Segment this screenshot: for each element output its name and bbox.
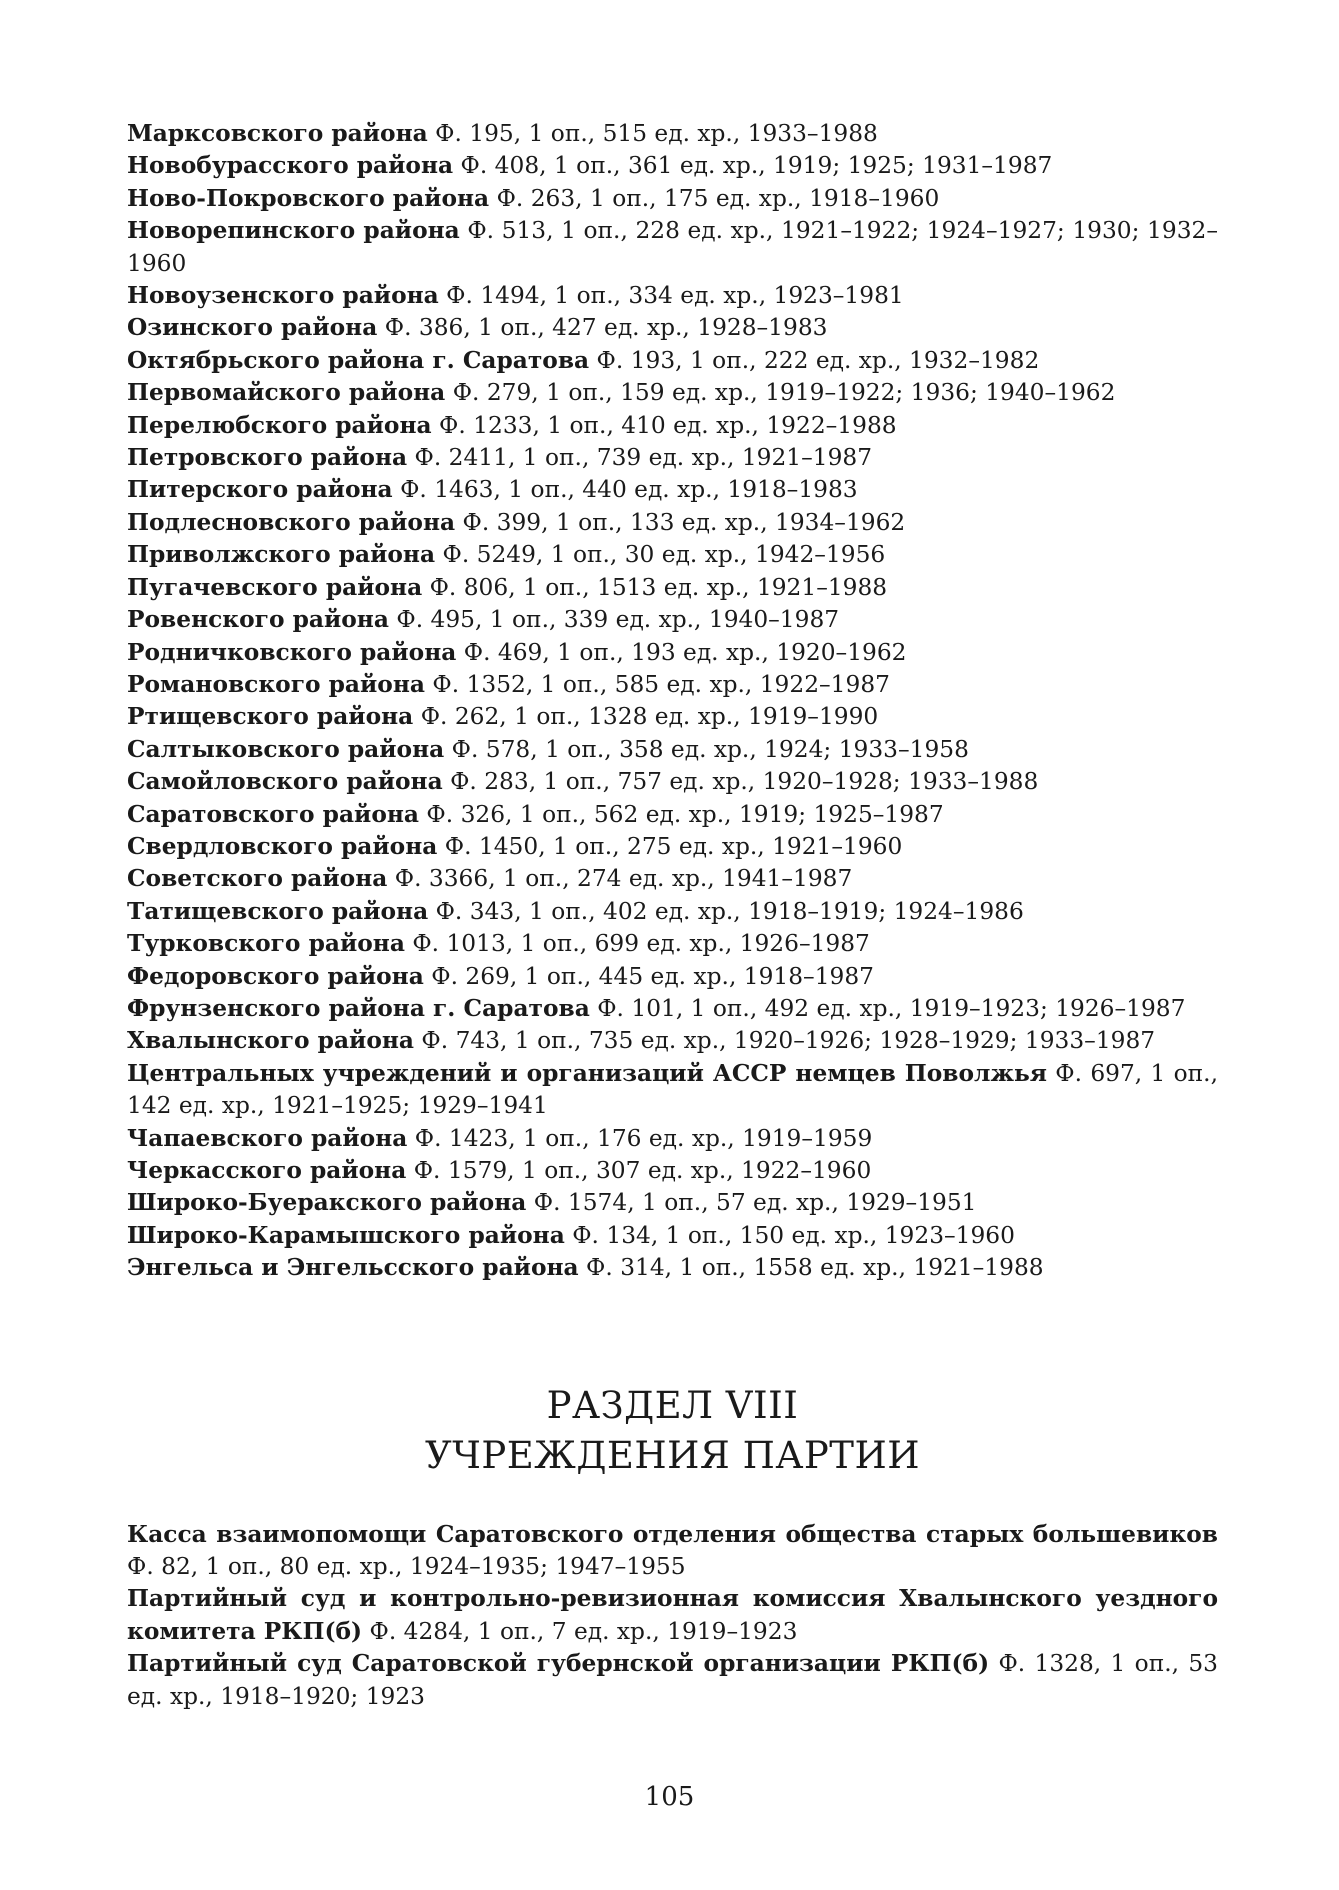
entry-name: Романовского района <box>127 670 425 698</box>
entry-name: Чапаевского района <box>127 1124 408 1152</box>
document-page <box>127 118 1218 1713</box>
entry-name: Татищевского района <box>127 897 429 925</box>
list-item <box>127 442 1218 474</box>
list-item <box>127 1220 1218 1252</box>
entry-name: Партийный суд и контрольно-ревизионная комиссия Хвалынского уездного комитета РКП(б) <box>127 1585 1218 1645</box>
entry-details: Ф. 279, 1 оп., 159 ед. хр., 1919–1922; 1936; 1940–1962 <box>452 379 1116 407</box>
entry-name: Перелюбского района <box>127 411 432 439</box>
list-item <box>127 993 1218 1025</box>
section-label: РАЗДЕЛ VIII <box>546 1383 799 1427</box>
entry-name: Питерского района <box>127 476 393 504</box>
list-item <box>127 312 1218 344</box>
entry-details: Ф. 1463, 1 оп., 440 ед. хр., 1918–1983 <box>400 476 858 504</box>
entry-name: Широко-Буеракского района <box>127 1189 527 1217</box>
list-item <box>127 1519 1218 1584</box>
entry-name: Советского района <box>127 865 388 893</box>
entry-name: Первомайского района <box>127 379 446 407</box>
entry-details: Ф. 469, 1 оп., 193 ед. хр., 1920–1962 <box>463 638 907 666</box>
list-item <box>127 118 1218 150</box>
entry-name: Фрунзенского района г. Саратова <box>127 994 590 1022</box>
entry-name: Черкасского района <box>127 1157 407 1184</box>
list-item <box>127 1648 1218 1713</box>
entry-details: Ф. 1233, 1 оп., 410 ед. хр., 1922–1988 <box>439 411 897 439</box>
entry-details: Ф. 1352, 1 оп., 585 ед. хр., 1922–1987 <box>432 670 890 698</box>
entry-details: Ф. 3366, 1 оп., 274 ед. хр., 1941–1987 <box>394 865 853 893</box>
entry-name: Ново-Покровского района <box>127 184 490 212</box>
list-item <box>127 280 1218 312</box>
entry-name: Марксовского района <box>127 120 428 147</box>
entry-name: Центральных учреждений и организаций АССР немцев Поволжья <box>127 1059 1047 1087</box>
entry-details: Ф. 195, 1 оп., 515 ед. хр., 1933–1988 <box>435 120 878 147</box>
entry-name: Касса взаимопомощи Саратовского отделения общества старых большевиков <box>127 1520 1218 1548</box>
entry-name: Саратовского района <box>127 800 420 828</box>
entry-name: Хвалынского района <box>127 1027 415 1055</box>
list-item <box>127 345 1218 377</box>
entry-details: Ф. 283, 1 оп., 757 ед. хр., 1920–1928; 1933–1988 <box>450 768 1039 796</box>
entry-details: Ф. 263, 1 оп., 175 ед. хр., 1918–1960 <box>496 184 940 212</box>
entry-name: Салтыковского района <box>127 735 445 763</box>
entry-name: Энгельса и Энгельсского района <box>127 1254 579 1282</box>
entry-details: Ф. 513, 1 оп., 228 ед. хр., 1921–1922; 1924–1927; 1930; 1932–1960 <box>127 217 1218 277</box>
list-item <box>127 507 1218 539</box>
entry-name: Подлесновского района <box>127 508 456 536</box>
entry-details: Ф. 408, 1 оп., 361 ед. хр., 1919; 1925; 1931–1987 <box>460 152 1053 180</box>
list-item <box>127 410 1218 442</box>
entry-details: Ф. 578, 1 оп., 358 ед. хр., 1924; 1933–1958 <box>451 735 969 763</box>
entry-details: Ф. 495, 1 оп., 339 ед. хр., 1940–1987 <box>396 606 840 634</box>
entry-name: Приволжского района <box>127 541 436 569</box>
list-item <box>127 377 1218 409</box>
list-item <box>127 183 1218 215</box>
list-item <box>127 1252 1218 1284</box>
entry-name: Партийный суд Саратовской губернской организации РКП(б) <box>127 1650 990 1678</box>
list-item <box>127 572 1218 604</box>
entry-details: Ф. 1013, 1 оп., 699 ед. хр., 1926–1987 <box>412 930 870 958</box>
list-item <box>127 1123 1218 1155</box>
entry-details: Ф. 1494, 1 оп., 334 ед. хр., 1923–1981 <box>446 282 904 310</box>
page-number: 105 <box>644 1782 695 1812</box>
entry-name: Широко-Карамышского района <box>127 1221 565 1249</box>
entry-details: Ф. 4284, 1 оп., 7 ед. хр., 1919–1923 <box>369 1617 798 1645</box>
entry-name: Новорепинского района <box>127 217 460 245</box>
entry-name: Петровского района <box>127 444 408 472</box>
list-item <box>127 1025 1218 1057</box>
entry-details: Ф. 343, 1 оп., 402 ед. хр., 1918–1919; 1924–1986 <box>435 897 1024 925</box>
list-item <box>127 799 1218 831</box>
entry-details: Ф. 1579, 1 оп., 307 ед. хр., 1922–1960 <box>413 1157 872 1184</box>
entry-name: Ровенского района <box>127 606 389 634</box>
entry-details: Ф. 82, 1 оп., 80 ед. хр., 1924–1935; 1947–1955 <box>127 1553 686 1581</box>
entry-details: Ф. 1450, 1 оп., 275 ед. хр., 1921–1960 <box>444 832 903 860</box>
entry-details: Ф. 5249, 1 оп., 30 ед. хр., 1942–1956 <box>442 541 886 569</box>
list-item <box>127 1155 1218 1187</box>
entry-details: Ф. 134, 1 оп., 150 ед. хр., 1923–1960 <box>572 1221 1015 1249</box>
list-item <box>127 766 1218 798</box>
section-entries-list <box>127 1519 1218 1713</box>
entry-name: Федоровского района <box>127 962 424 990</box>
list-item <box>127 215 1218 280</box>
entry-details: Ф. 262, 1 оп., 1328 ед. хр., 1919–1990 <box>420 703 879 731</box>
list-item <box>127 701 1218 733</box>
list-item <box>127 928 1218 960</box>
entry-details: Ф. 743, 1 оп., 735 ед. хр., 1920–1926; 1928–1929; 1933–1987 <box>421 1027 1156 1055</box>
entry-details: Ф. 193, 1 оп., 222 ед. хр., 1932–1982 <box>596 346 1040 374</box>
entry-details: Ф. 314, 1 оп., 1558 ед. хр., 1921–1988 <box>586 1254 1044 1282</box>
list-item <box>127 896 1218 928</box>
entry-details: Ф. 697, 1 оп., 142 ед. хр., 1921–1925; 1929–1941 <box>127 1059 1218 1120</box>
list-item <box>127 734 1218 766</box>
entry-name: Пугачевского района <box>127 573 423 601</box>
list-item <box>127 539 1218 571</box>
list-item <box>127 1187 1218 1219</box>
section-title: УЧРЕЖДЕНИЯ ПАРТИИ <box>425 1433 920 1477</box>
entry-details: Ф. 269, 1 оп., 445 ед. хр., 1918–1987 <box>431 962 874 990</box>
entry-name: Ртищевского района <box>127 703 414 731</box>
entry-name: Октябрьского района г. Саратова <box>127 346 590 374</box>
entry-details: Ф. 1423, 1 оп., 176 ед. хр., 1919–1959 <box>414 1124 873 1152</box>
list-item <box>127 961 1218 993</box>
list-item <box>127 831 1218 863</box>
entry-name: Родничковского района <box>127 638 457 666</box>
entry-details: Ф. 326, 1 оп., 562 ед. хр., 1919; 1925–1987 <box>426 800 944 828</box>
list-item <box>127 1058 1218 1123</box>
list-item <box>127 863 1218 895</box>
entry-details: Ф. 399, 1 оп., 133 ед. хр., 1934–1962 <box>462 508 906 536</box>
entry-details: Ф. 386, 1 оп., 427 ед. хр., 1928–1983 <box>384 314 828 342</box>
list-item <box>127 669 1218 701</box>
entry-name: Самойловского района <box>127 768 443 796</box>
entry-name: Свердловского района <box>127 832 438 860</box>
entry-name: Новобурасского района <box>127 152 454 180</box>
list-item <box>127 604 1218 636</box>
section-heading <box>127 1381 1218 1481</box>
list-item <box>127 474 1218 506</box>
entry-name: Озинского района <box>127 314 378 342</box>
entries-list <box>127 118 1218 1285</box>
entry-name: Новоузенского района <box>127 282 439 310</box>
list-item <box>127 637 1218 669</box>
entry-details: Ф. 101, 1 оп., 492 ед. хр., 1919–1923; 1926–1987 <box>597 994 1186 1022</box>
entry-details: Ф. 1328, 1 оп., 53 ед. хр., 1918–1920; 1923 <box>127 1650 1219 1710</box>
entry-details: Ф. 1574, 1 оп., 57 ед. хр., 1929–1951 <box>533 1189 977 1217</box>
list-item <box>127 150 1218 182</box>
entry-details: Ф. 2411, 1 оп., 739 ед. хр., 1921–1987 <box>414 444 873 472</box>
entry-name: Турковского района <box>127 930 405 958</box>
list-item <box>127 1583 1218 1648</box>
entry-details: Ф. 806, 1 оп., 1513 ед. хр., 1921–1988 <box>429 573 888 601</box>
